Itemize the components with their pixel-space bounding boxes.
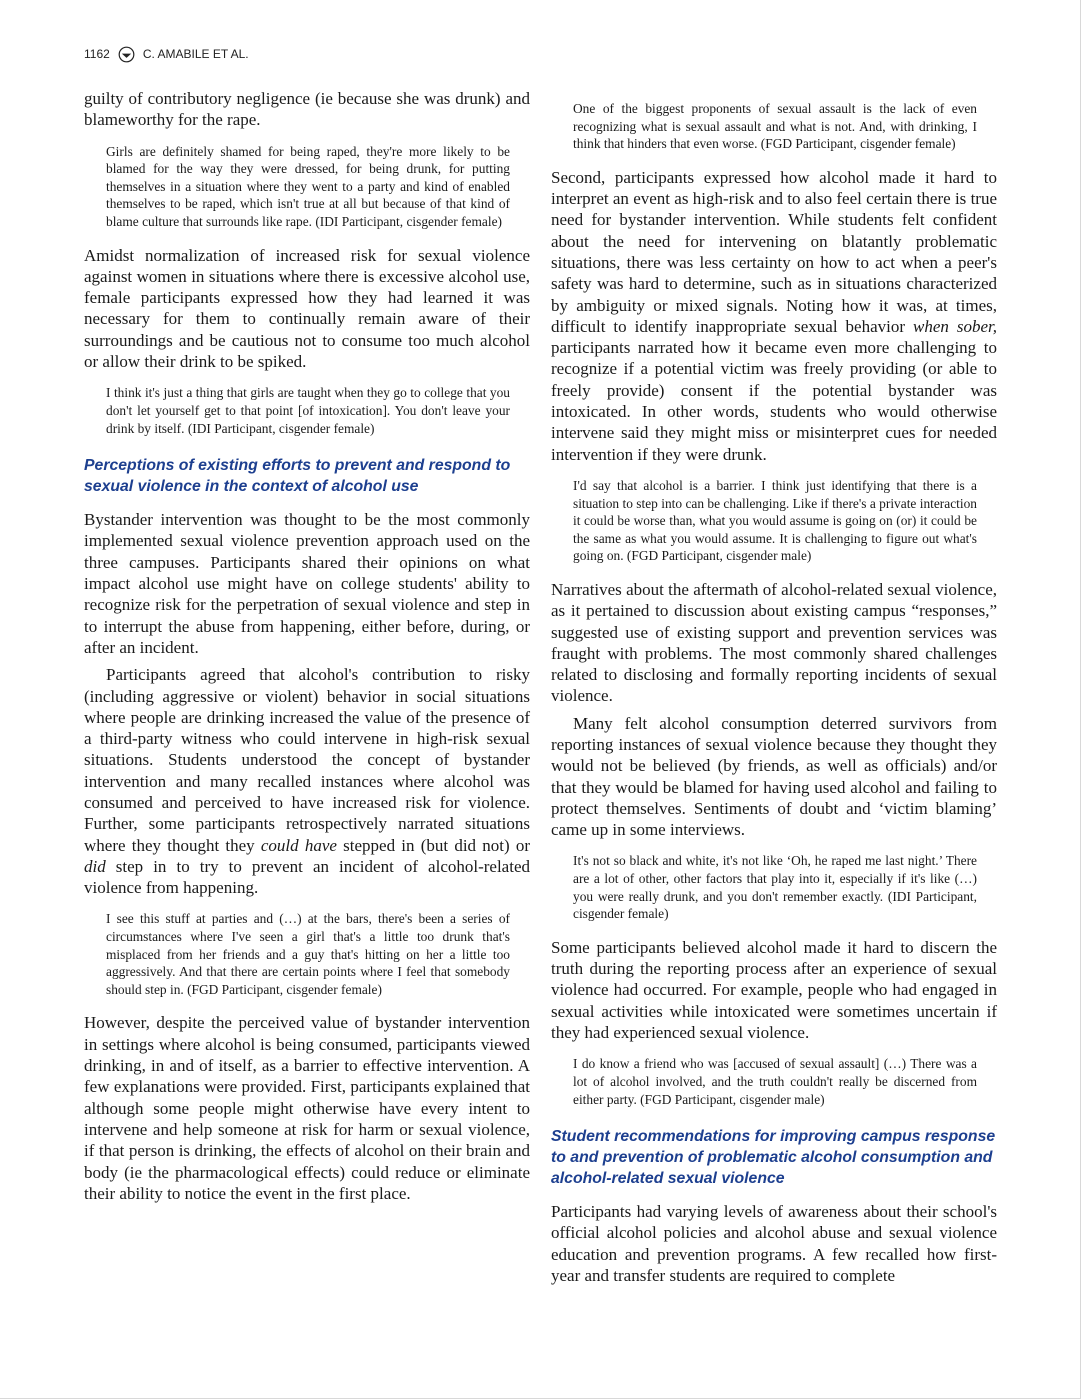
body-paragraph: Amidst normalization of increased risk for sexual violence against women in situations where there is excessive alcohol use, female participants expressed how they had learned it was necessary for them to continually remain aware of their surroundings and be cautious not to consume too much alcohol or allow their drink to be spiked. — [84, 245, 530, 372]
text-run: Participants agreed that alcohol's contribution to risky (including aggressive or violent) behavior in social situations where people are drinking increased the value of the presence of a third-party witness who could intervene in high-risk sexual situations. Students understood the concept of bystander intervention and many recalled instances where alcohol was consumed and perceived to have increased risk for violence. Further, some participants retrospectively narrated situations where they thought they — [84, 665, 530, 855]
emphasis-text: did — [84, 856, 106, 876]
text-run: stepped in (but did not) or — [336, 835, 531, 855]
body-paragraph: Narratives about the aftermath of alcohol-related sexual violence, as it pertained to discussion about existing campus “responses,” suggested use of existing support and prevention services was fraught with problems. The most commonly shared challenges related to disclosing and formally reporting incidents of sexual violence. — [551, 579, 997, 706]
block-quote: I see this stuff at parties and (…) at the bars, there's been a series of circumstances where I've seen a girl that's a little too drunk that's misplaced from her friends and a guy that's hitting on her a little too aggressively. And that there are certain points where I feel that somebody should step in. (FGD Participant, cisgender female) — [106, 911, 510, 997]
body-paragraph — [84, 664, 530, 898]
body-paragraph: Bystander intervention was thought to be the most commonly implemented sexual violence prevention approach used on the three campuses. Participants shared their opinions on what impact alcohol use might have on college students' ability to recognize risk for the perpetration of sexual violence and step in to interrupt the abuse from happening, either before, during, or after an incident. — [84, 510, 530, 657]
text-run: Many felt alcohol consumption deterred survivors from reporting instances of sexual violence because they thought they would not be believed (by friends, as well as officials) and/or that they would be blamed for having used alcohol and failing to protect themselves. Sentiments of doubt and ‘victim blaming’ came up in some interviews. — [551, 713, 997, 840]
body-paragraph — [551, 713, 997, 841]
left-column — [84, 88, 530, 1210]
page-number: 1162 — [84, 47, 110, 61]
crossmark-logo-icon — [118, 46, 135, 63]
emphasis-text: when sober, — [912, 316, 997, 336]
body-paragraph: Some participants believed alcohol made it hard to discern the truth during the reporting process after an experience of sexual violence had occurred. For example, people who had engaged in sexual activities while intoxicated were sometimes uncertain if they had experienced sexual violence. — [551, 937, 997, 1043]
block-quote: I think it's just a thing that girls are taught when they go to college that you don't let yourself get to that point [of intoxication]. You don't leave your drink by itself. (IDI Participant, cisgender female) — [106, 385, 510, 436]
block-quote: It's not so black and white, it's not like ‘Oh, he raped me last night.’ There are a lot of other, other factors that play into it, especially if it's like (…) you were really drunk, and you don't remember exactly. (IDI Participant, cisgender female) — [573, 853, 977, 922]
section-heading: Perceptions of existing efforts to prevent and respond to sexual violence in the context of alcohol use — [84, 457, 511, 496]
body-paragraph: guilty of contributory negligence (ie because she was drunk) and blameworthy for the rape. — [84, 89, 530, 130]
body-paragraph: However, despite the perceived value of bystander intervention in settings where alcohol is being consumed, participants viewed drinking, in and of itself, as a barrier to effective intervention. A few explanations were provided. First, participants explained that although some people might otherwise have every intent to intervene and help someone at risk for harm or sexual violence, if that person is drinking, the effects of alcohol on their brain and body (ie the pharmacological effects) could reduce or eliminate their ability to notice the event in the first place. — [84, 1013, 530, 1203]
block-quote: Girls are definitely shamed for being raped, they're more likely to be blamed for the way they were dressed, for being drunk, for putting themselves in a situation where they went to a party and kind of enabled themselves to be raped, which isn't true at all but because of that kind of blame culture that surrounds like rape. (IDI Participant, cisgender female) — [106, 143, 510, 229]
text-run: participants narrated how it became even more challenging to recognize if a potential victim was freely providing (or able to freely provide) consent if the potential bystander was intoxicated. In other words, students who would otherwise intervene said they might miss or misinterpret cues for needed intervention if they were drunk. — [551, 338, 997, 464]
section-heading: Student recommendations for improving campus response to and prevention of problematic alcohol consumption and alcohol-related sexual violence — [551, 1128, 996, 1188]
emphasis-text: could have — [260, 835, 337, 855]
block-quote: I do know a friend who was [accused of sexual assault] (…) There was a lot of alcohol involved, and the truth couldn't really be discerned from either party. (FGD Participant, cisgender male) — [573, 1056, 977, 1107]
text-run: step in to try to prevent an incident of alcohol-related violence from happening. — [84, 856, 530, 898]
running-header — [84, 44, 249, 64]
body-paragraph — [551, 167, 997, 465]
text-run: Second, participants expressed how alcohol made it hard to interpret an event as high-risk and to also feel certain there is true need for bystander intervention. While students felt confident about the need for intervening on blatantly problematic situations, there was less certainty on how to act when a peer's safety was hard to determine, such as in situations characterized by ambiguity or mixed signals. Noting how it was, at times, difficult to identify inappropriate sexual behavior — [551, 167, 997, 336]
running-authors: C. AMABILE ET AL. — [142, 47, 249, 61]
block-quote: One of the biggest proponents of sexual assault is the lack of even recognizing what is sexual assault and what is not. And, with drinking, I think that hinders that even worse. (FGD Participant, cisgender female) — [573, 101, 977, 152]
block-quote: I'd say that alcohol is a barrier. I think just identifying that there is a situation to step into can be challenging. Like if there's a private interaction it could be worse than, what you would assume is going on (or) it could be the same as what you would assume. It is challenging to figure out what's going on. (FGD Participant, cisgender male) — [573, 477, 977, 564]
body-paragraph: Participants had varying levels of awareness about their school's official alcohol policies and alcohol abuse and sexual violence education and prevention programs. A few recalled how first-year and transfer students are required to complete — [551, 1202, 997, 1285]
right-column — [551, 88, 997, 1292]
